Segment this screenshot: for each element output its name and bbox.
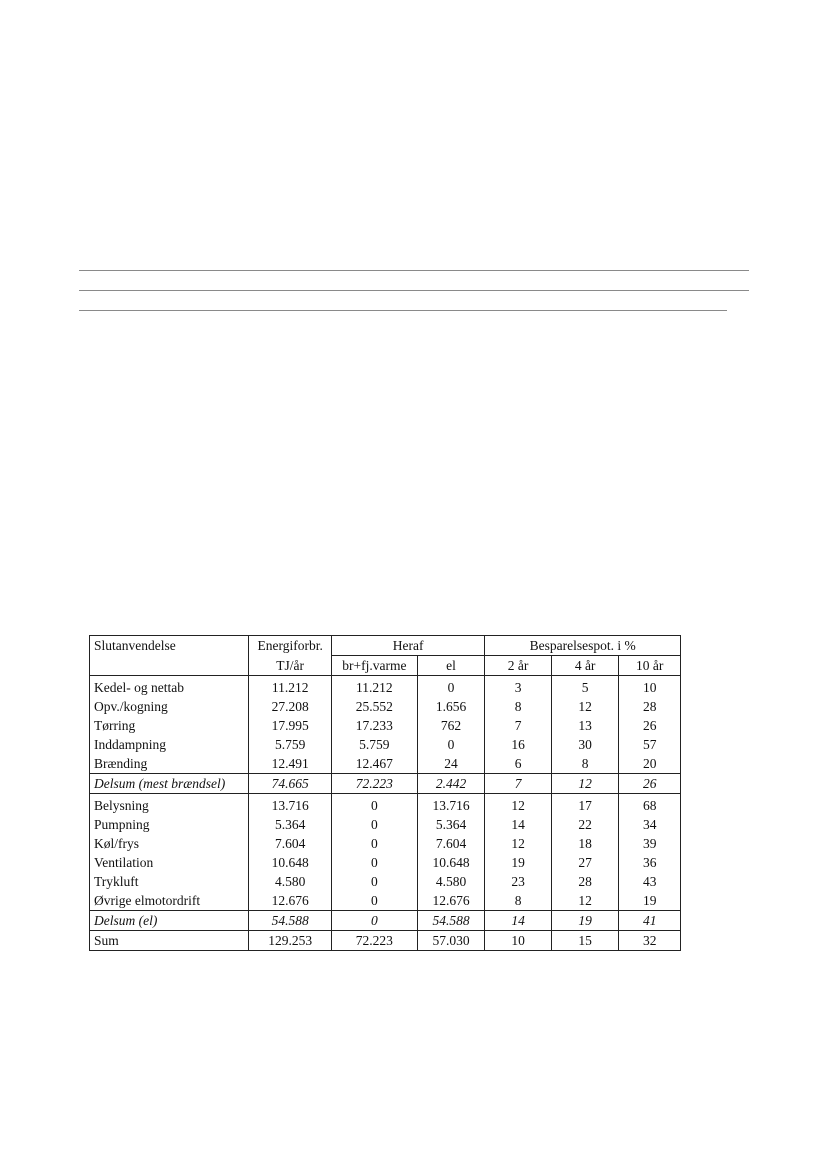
cell-y2: 10 — [485, 931, 552, 951]
fuel-rows — [90, 676, 681, 774]
cell-y10: 57 — [619, 735, 681, 754]
cell-el: 0 — [417, 676, 485, 698]
cell-energy: 13.716 — [249, 794, 332, 816]
cell-energy: 7.604 — [249, 834, 332, 853]
cell-y2: 7 — [485, 716, 552, 735]
header-slutanvendelse: Slutanvendelse — [90, 636, 249, 656]
header-energy-unit: TJ/år — [249, 656, 332, 676]
header-savings: Besparelsespot. i % — [485, 636, 681, 656]
header-10yr: 10 år — [619, 656, 681, 676]
table-row — [90, 794, 681, 816]
cell-y4: 12 — [551, 774, 619, 794]
cell-y4: 8 — [551, 754, 619, 774]
cell-el: 7.604 — [417, 834, 485, 853]
cell-y2: 12 — [485, 794, 552, 816]
cell-energy: 27.208 — [249, 697, 332, 716]
cell-fuel: 0 — [332, 891, 418, 911]
table-row — [90, 716, 681, 735]
subtotal-fuel-row — [90, 774, 681, 794]
cell-fuel: 0 — [332, 911, 418, 931]
cell-y4: 12 — [551, 891, 619, 911]
cell-el: 12.676 — [417, 891, 485, 911]
cell-el: 57.030 — [417, 931, 485, 951]
cell-y10: 28 — [619, 697, 681, 716]
cell-y2: 16 — [485, 735, 552, 754]
cell-energy: 12.676 — [249, 891, 332, 911]
cell-fuel: 0 — [332, 853, 418, 872]
row-label: Inddampning — [90, 735, 249, 754]
table-row — [90, 834, 681, 853]
horizontal-rule — [79, 310, 727, 311]
cell-y4: 22 — [551, 815, 619, 834]
cell-y2: 8 — [485, 891, 552, 911]
row-label: Pumpning — [90, 815, 249, 834]
cell-energy: 5.759 — [249, 735, 332, 754]
table-row — [90, 735, 681, 754]
table-row — [90, 891, 681, 911]
cell-fuel: 25.552 — [332, 697, 418, 716]
cell-energy: 12.491 — [249, 754, 332, 774]
cell-y2: 14 — [485, 911, 552, 931]
cell-y10: 20 — [619, 754, 681, 774]
table-row — [90, 853, 681, 872]
cell-y2: 12 — [485, 834, 552, 853]
total-row — [90, 931, 681, 951]
row-label: Køl/frys — [90, 834, 249, 853]
cell-fuel: 12.467 — [332, 754, 418, 774]
horizontal-rule — [79, 290, 749, 291]
cell-energy: 74.665 — [249, 774, 332, 794]
header-empty — [90, 656, 249, 676]
cell-y10: 10 — [619, 676, 681, 698]
cell-y2: 23 — [485, 872, 552, 891]
cell-energy: 17.995 — [249, 716, 332, 735]
row-label: Belysning — [90, 794, 249, 816]
header-fuel: br+fj.varme — [332, 656, 418, 676]
table-row — [90, 697, 681, 716]
row-label: Øvrige elmotordrift — [90, 891, 249, 911]
horizontal-rule — [79, 270, 749, 271]
cell-fuel: 5.759 — [332, 735, 418, 754]
cell-y10: 26 — [619, 774, 681, 794]
cell-el: 54.588 — [417, 911, 485, 931]
cell-y10: 36 — [619, 853, 681, 872]
row-label: Delsum (el) — [90, 911, 249, 931]
cell-y2: 7 — [485, 774, 552, 794]
cell-y4: 5 — [551, 676, 619, 698]
cell-y10: 41 — [619, 911, 681, 931]
cell-fuel: 0 — [332, 872, 418, 891]
row-label: Delsum (mest brændsel) — [90, 774, 249, 794]
cell-fuel: 0 — [332, 794, 418, 816]
cell-fuel: 72.223 — [332, 774, 418, 794]
cell-y4: 19 — [551, 911, 619, 931]
header-el: el — [417, 656, 485, 676]
header-2yr: 2 år — [485, 656, 552, 676]
cell-energy: 11.212 — [249, 676, 332, 698]
cell-y10: 26 — [619, 716, 681, 735]
row-label: Trykluft — [90, 872, 249, 891]
cell-y2: 3 — [485, 676, 552, 698]
cell-el: 10.648 — [417, 853, 485, 872]
cell-y4: 30 — [551, 735, 619, 754]
cell-y2: 6 — [485, 754, 552, 774]
table-row — [90, 815, 681, 834]
cell-el: 762 — [417, 716, 485, 735]
cell-y10: 39 — [619, 834, 681, 853]
row-label: Ventilation — [90, 853, 249, 872]
cell-y10: 68 — [619, 794, 681, 816]
cell-energy: 54.588 — [249, 911, 332, 931]
header-energy: Energiforbr. — [249, 636, 332, 656]
cell-el: 24 — [417, 754, 485, 774]
table-row — [90, 676, 681, 698]
el-rows — [90, 794, 681, 911]
energy-savings-table — [89, 635, 681, 951]
cell-el: 2.442 — [417, 774, 485, 794]
cell-y2: 8 — [485, 697, 552, 716]
cell-y10: 32 — [619, 931, 681, 951]
cell-y4: 18 — [551, 834, 619, 853]
cell-fuel: 0 — [332, 815, 418, 834]
cell-fuel: 17.233 — [332, 716, 418, 735]
cell-el: 0 — [417, 735, 485, 754]
cell-y4: 27 — [551, 853, 619, 872]
subtotal-el-row — [90, 911, 681, 931]
table-row — [90, 754, 681, 774]
cell-energy: 129.253 — [249, 931, 332, 951]
cell-fuel: 72.223 — [332, 931, 418, 951]
cell-el: 5.364 — [417, 815, 485, 834]
cell-y4: 13 — [551, 716, 619, 735]
cell-y4: 12 — [551, 697, 619, 716]
cell-y2: 14 — [485, 815, 552, 834]
cell-y10: 34 — [619, 815, 681, 834]
row-label: Kedel- og nettab — [90, 676, 249, 698]
row-label: Tørring — [90, 716, 249, 735]
row-label: Sum — [90, 931, 249, 951]
cell-energy: 4.580 — [249, 872, 332, 891]
row-label: Opv./kogning — [90, 697, 249, 716]
header-heraf: Heraf — [332, 636, 485, 656]
cell-fuel: 0 — [332, 834, 418, 853]
cell-energy: 10.648 — [249, 853, 332, 872]
cell-fuel: 11.212 — [332, 676, 418, 698]
cell-y10: 19 — [619, 891, 681, 911]
header-4yr: 4 år — [551, 656, 619, 676]
cell-energy: 5.364 — [249, 815, 332, 834]
cell-y4: 15 — [551, 931, 619, 951]
cell-el: 13.716 — [417, 794, 485, 816]
cell-y10: 43 — [619, 872, 681, 891]
cell-y4: 28 — [551, 872, 619, 891]
cell-el: 4.580 — [417, 872, 485, 891]
cell-y2: 19 — [485, 853, 552, 872]
cell-y4: 17 — [551, 794, 619, 816]
table-row — [90, 872, 681, 891]
cell-el: 1.656 — [417, 697, 485, 716]
row-label: Brænding — [90, 754, 249, 774]
